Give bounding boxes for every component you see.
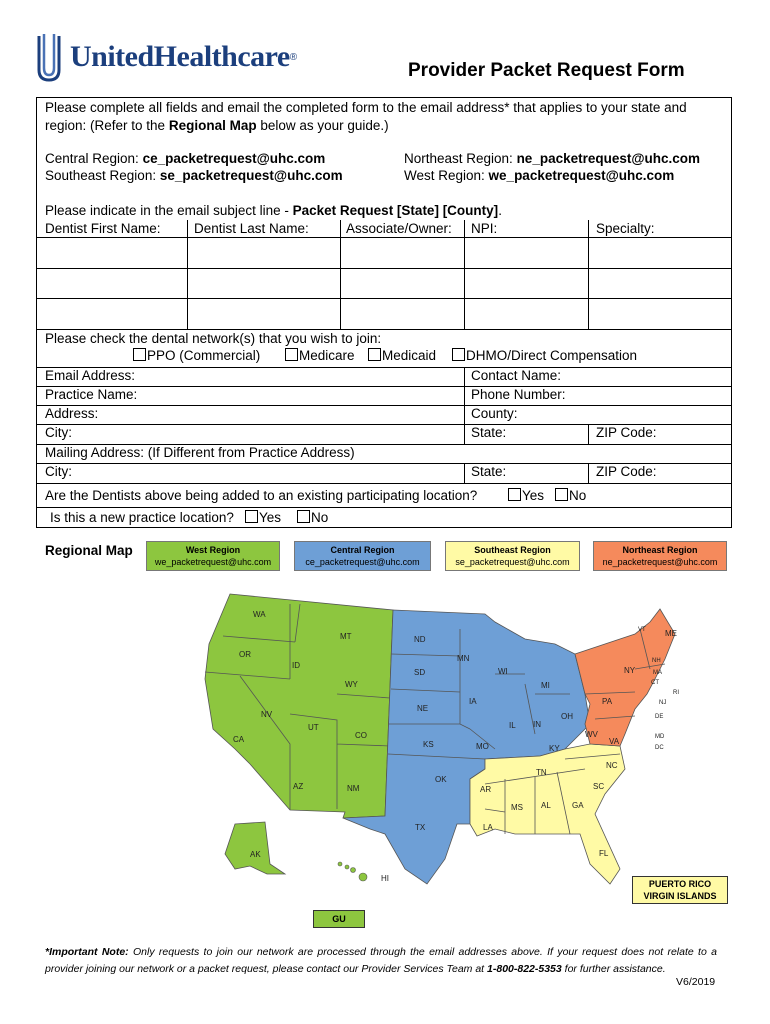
southeast-region-contact: Southeast Region: se_packetrequest@uhc.com — [45, 168, 343, 183]
state-label-ky: KY — [549, 744, 560, 753]
table-bottom-line — [37, 329, 731, 330]
legend-northeast: Northeast Region ne_packetrequest@uhc.com — [593, 541, 727, 571]
existing-yes-option[interactable]: Yes — [508, 488, 544, 503]
intro-line-2: region: (Refer to the Regional Map below as your guide.) — [45, 118, 389, 133]
northeast-region-shape — [575, 609, 675, 746]
practice-name-field[interactable]: Practice Name: — [45, 387, 138, 402]
central-email[interactable]: ce_packetrequest@uhc.com — [142, 151, 326, 166]
state-label-la: LA — [483, 823, 493, 832]
uhc-logo-text: UnitedHealthcare — [70, 40, 290, 73]
table-col-divider — [588, 220, 589, 329]
uhc-logo — [36, 30, 297, 84]
state-label-co: CO — [355, 731, 367, 740]
state-label-oh: OH — [561, 712, 573, 721]
legend-west: West Region we_packetrequest@uhc.com — [146, 541, 280, 571]
state-label-wy: WY — [345, 680, 358, 689]
southeast-region-shape — [470, 744, 625, 884]
new-no-option[interactable]: No — [297, 510, 328, 525]
northeast-email[interactable]: ne_packetrequest@uhc.com — [516, 151, 701, 166]
state-label-id: ID — [292, 661, 300, 670]
new-yes-option[interactable]: Yes — [245, 510, 281, 525]
state-label-nh: NH — [652, 658, 661, 664]
header-first-name: Dentist First Name: — [45, 221, 161, 236]
state-label-sc: SC — [593, 782, 605, 791]
network-prompt: Please check the dental network(s) that you wish to join: — [45, 331, 382, 346]
header-specialty: Specialty: — [596, 221, 655, 236]
northeast-region-contact: Northeast Region: ne_packetrequest@uhc.com — [404, 151, 701, 166]
state-label-ct: CT — [651, 680, 659, 686]
zip-code-field[interactable]: ZIP Code: — [596, 425, 657, 440]
state-label-ak: AK — [250, 850, 261, 859]
state-label-ne: NE — [417, 704, 429, 713]
existing-yes-checkbox[interactable] — [508, 488, 521, 501]
existing-no-checkbox[interactable] — [555, 488, 568, 501]
state-label-ri: RI — [673, 690, 679, 696]
state-label-il: IL — [509, 721, 516, 730]
registered-mark: ® — [289, 51, 298, 63]
state-label-nd: ND — [414, 635, 426, 644]
legend-central: Central Region ce_packetrequest@uhc.com — [294, 541, 431, 571]
field-line — [37, 507, 731, 508]
state-label-mo: MO — [476, 742, 489, 751]
state-label-or: OR — [239, 650, 251, 659]
us-regional-map — [195, 584, 695, 914]
existing-no-option[interactable]: No — [555, 488, 586, 503]
state-label-wv: WV — [585, 730, 598, 739]
table-col-divider — [464, 220, 465, 329]
hawaii-shape — [338, 862, 367, 881]
state-label-mt: MT — [340, 632, 352, 641]
mailing-zip-field[interactable]: ZIP Code: — [596, 464, 657, 479]
state-label-ma: MA — [653, 670, 662, 676]
mailing-state-field[interactable]: State: — [471, 464, 507, 479]
state-label-in: IN — [533, 720, 541, 729]
state-label-de: DE — [655, 714, 664, 720]
table-row-line — [37, 298, 731, 299]
field-col-divider — [588, 463, 589, 483]
state-label-nj: NJ — [659, 700, 667, 706]
state-label-ar: AR — [480, 785, 492, 794]
field-line — [37, 386, 731, 387]
alaska-shape — [225, 822, 285, 874]
field-line — [37, 367, 731, 368]
email-address-field[interactable]: Email Address: — [45, 368, 136, 383]
table-col-divider — [187, 220, 188, 329]
field-line — [37, 405, 731, 406]
state-label-ks: KS — [423, 740, 434, 749]
county-field[interactable]: County: — [471, 406, 518, 421]
address-field[interactable]: Address: — [45, 406, 99, 421]
state-label-me: ME — [665, 629, 677, 638]
subject-instruction: Please indicate in the email subject line - Packet Request [State] [County]. — [45, 203, 502, 218]
state-label-vt: VT — [638, 627, 646, 633]
header-last-name: Dentist Last Name: — [194, 221, 309, 236]
state-label-ms: MS — [511, 803, 523, 812]
state-label-ut: UT — [308, 723, 319, 732]
network-option-dhmo[interactable]: DHMO/Direct Compensation — [452, 348, 637, 363]
state-label-mn: MN — [457, 654, 470, 663]
regional-map-label: Regional Map — [45, 543, 133, 558]
request-form — [36, 97, 732, 528]
medicaid-checkbox[interactable] — [368, 348, 381, 361]
southeast-email[interactable]: se_packetrequest@uhc.com — [159, 168, 343, 183]
state-field[interactable]: State: — [471, 425, 507, 440]
version-label: V6/2019 — [676, 976, 716, 988]
state-label-fl: FL — [599, 849, 609, 858]
state-label-tn: TN — [536, 768, 547, 777]
important-note: *Important Note: Only requests to join our network are processed through the email addresses above. If your request does not relate to a provider joining our network or a packet request, please contact our Provider Services Team at 1-800-822-5353 for further assistance. — [45, 946, 717, 975]
state-label-ca: CA — [233, 735, 245, 744]
existing-location-question: Are the Dentists above being added to an existing participating location? — [45, 488, 478, 503]
medicare-checkbox[interactable] — [285, 348, 298, 361]
state-label-nm: NM — [347, 784, 360, 793]
state-label-hi: HI — [381, 874, 389, 883]
header-associate-owner: Associate/Owner: — [346, 221, 452, 236]
mailing-address-field[interactable]: Mailing Address: (If Different from Practice Address) — [45, 445, 355, 460]
new-practice-question: Is this a new practice location? — [50, 510, 234, 525]
dhmo-checkbox[interactable] — [452, 348, 465, 361]
state-label-va: VA — [609, 737, 620, 746]
state-label-sd: SD — [414, 668, 426, 677]
intro-line-1: Please complete all fields and email the completed form to the email address* that applies to your state and — [45, 100, 687, 115]
west-region-contact: West Region: we_packetrequest@uhc.com — [404, 168, 675, 183]
new-yes-checkbox[interactable] — [245, 510, 258, 523]
network-option-ppo[interactable]: PPO (Commercial) — [133, 348, 260, 363]
header-npi: NPI: — [471, 221, 498, 236]
field-line — [37, 483, 731, 484]
west-email[interactable]: we_packetrequest@uhc.com — [488, 168, 675, 183]
state-label-ny: NY — [624, 666, 636, 675]
legend-southeast: Southeast Region se_packetrequest@uhc.com — [445, 541, 580, 571]
state-label-dc: DC — [655, 745, 664, 751]
city-field[interactable]: City: — [45, 425, 72, 440]
state-label-wi: WI — [498, 667, 508, 676]
table-row-line — [37, 268, 731, 269]
table-top-line — [37, 237, 731, 238]
state-label-az: AZ — [293, 782, 304, 791]
state-label-ga: GA — [572, 801, 584, 810]
uhc-logo-icon — [36, 30, 62, 84]
state-label-tx: TX — [415, 823, 426, 832]
state-label-al: AL — [541, 801, 551, 810]
table-col-divider — [340, 220, 341, 329]
field-col-divider — [464, 463, 465, 483]
contact-name-field[interactable]: Contact Name: — [471, 368, 562, 383]
guam-box: GU — [313, 910, 365, 928]
field-col-divider — [588, 424, 589, 444]
state-label-md: MD — [655, 734, 665, 740]
network-option-medicaid[interactable]: Medicaid — [368, 348, 436, 363]
state-label-wa: WA — [253, 610, 266, 619]
puerto-rico-virgin-islands-box: PUERTO RICO VIRGIN ISLANDS — [632, 876, 728, 904]
central-region-contact: Central Region: ce_packetrequest@uhc.com — [45, 151, 326, 166]
mailing-city-field[interactable]: City: — [45, 464, 72, 479]
new-no-checkbox[interactable] — [297, 510, 310, 523]
form-title: Provider Packet Request Form — [408, 60, 685, 81]
phone-number-field[interactable]: Phone Number: — [471, 387, 566, 402]
ppo-checkbox[interactable] — [133, 348, 146, 361]
state-label-ia: IA — [469, 697, 477, 706]
field-col-divider — [464, 367, 465, 444]
network-option-medicare[interactable]: Medicare — [285, 348, 355, 363]
state-label-nc: NC — [606, 761, 618, 770]
state-label-ok: OK — [435, 775, 447, 784]
state-label-mi: MI — [541, 681, 550, 690]
state-label-pa: PA — [602, 697, 613, 706]
state-label-nv: NV — [261, 710, 273, 719]
